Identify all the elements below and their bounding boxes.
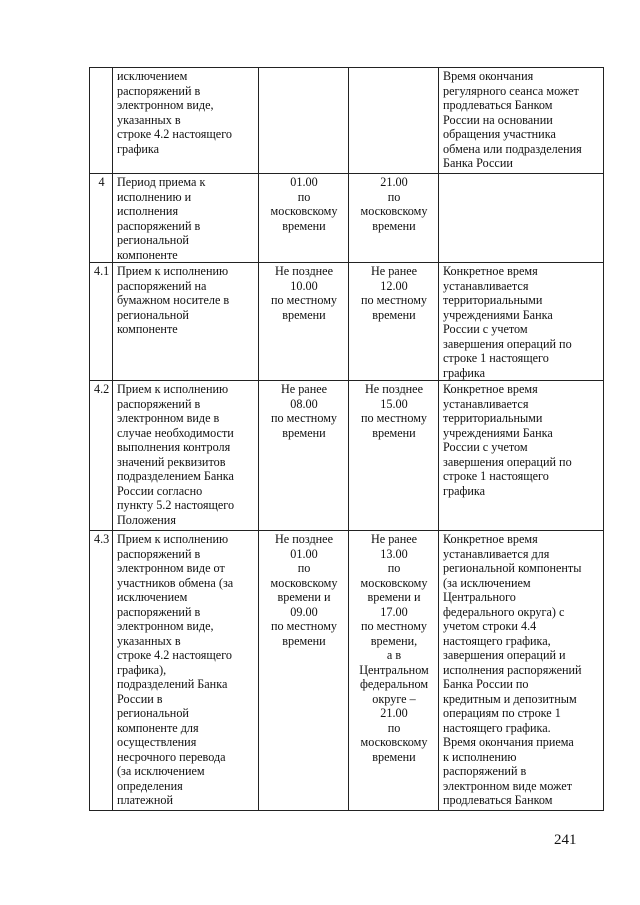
row-time-end: Не ранее 12.00 по местному времени [349,263,439,381]
row-note: Конкретное время устанавливается для региональной компоненты (за исключением Центрального федерального округа) с учетом строки 4.4 настоящего графика, завершения операций и исполнения распоряжений Банка России по кредитным и депозитным операциям по строке 1 настоящего графика. Время окончания приема к исполнению распоряжений в электронном виде может продлеваться Банком [439,531,604,811]
row-number [90,68,113,174]
row-description: Период приема к исполнению и исполнения распоряжений в региональной компоненте [113,174,259,263]
row-number: 4.3 [90,531,113,811]
row-time-start: Не позднее 10.00 по местному времени [259,263,349,381]
row-time-start: Не ранее 08.00 по местному времени [259,381,349,531]
row-time-start: Не позднее 01.00 по московскому времени и 09.00 по местному времени [259,531,349,811]
page-number: 241 [554,832,577,848]
row-number: 4.1 [90,263,113,381]
table-row [90,174,604,263]
row-description: Прием к исполнению распоряжений в электронном виде в случае необходимости выполнения контроля значений реквизитов подразделением Банка России согласно пункту 5.2 настоящего Положения [113,381,259,531]
schedule-table [89,67,604,811]
row-note: Конкретное время устанавливается территориальными учреждениями Банка России с учетом завершения операций по строке 1 настоящего графика [439,381,604,531]
table-row [90,531,604,811]
row-note: Время окончания регулярного сеанса может продлеваться Банком России на основании обращения участника обмена или подразделения Банка России [439,68,604,174]
row-time-end: Не позднее 15.00 по местному времени [349,381,439,531]
row-time-start [259,68,349,174]
row-time-end: Не ранее 13.00 по московскому времени и 17.00 по местному времени, а в Центральном федеральном округе – 21.00 по московскому времени [349,531,439,811]
table-row [90,263,604,381]
row-number: 4 [90,174,113,263]
row-description: исключением распоряжений в электронном виде, указанных в строке 4.2 настоящего графика [113,68,259,174]
table-row [90,381,604,531]
table-row [90,68,604,174]
row-note [439,174,604,263]
row-time-end [349,68,439,174]
row-note: Конкретное время устанавливается территориальными учреждениями Банка России с учетом завершения операций по строке 1 настоящего графика [439,263,604,381]
row-time-end: 21.00 по московскому времени [349,174,439,263]
row-description: Прием к исполнению распоряжений в электронном виде от участников обмена (за исключением распоряжений в электронном виде, указанных в строке 4.2 настоящего графика), подразделений Банка России в региональной компоненте для осуществления несрочного перевода (за исключением определения платежной [113,531,259,811]
row-time-start: 01.00 по московскому времени [259,174,349,263]
row-number: 4.2 [90,381,113,531]
row-description: Прием к исполнению распоряжений на бумажном носителе в региональной компоненте [113,263,259,381]
